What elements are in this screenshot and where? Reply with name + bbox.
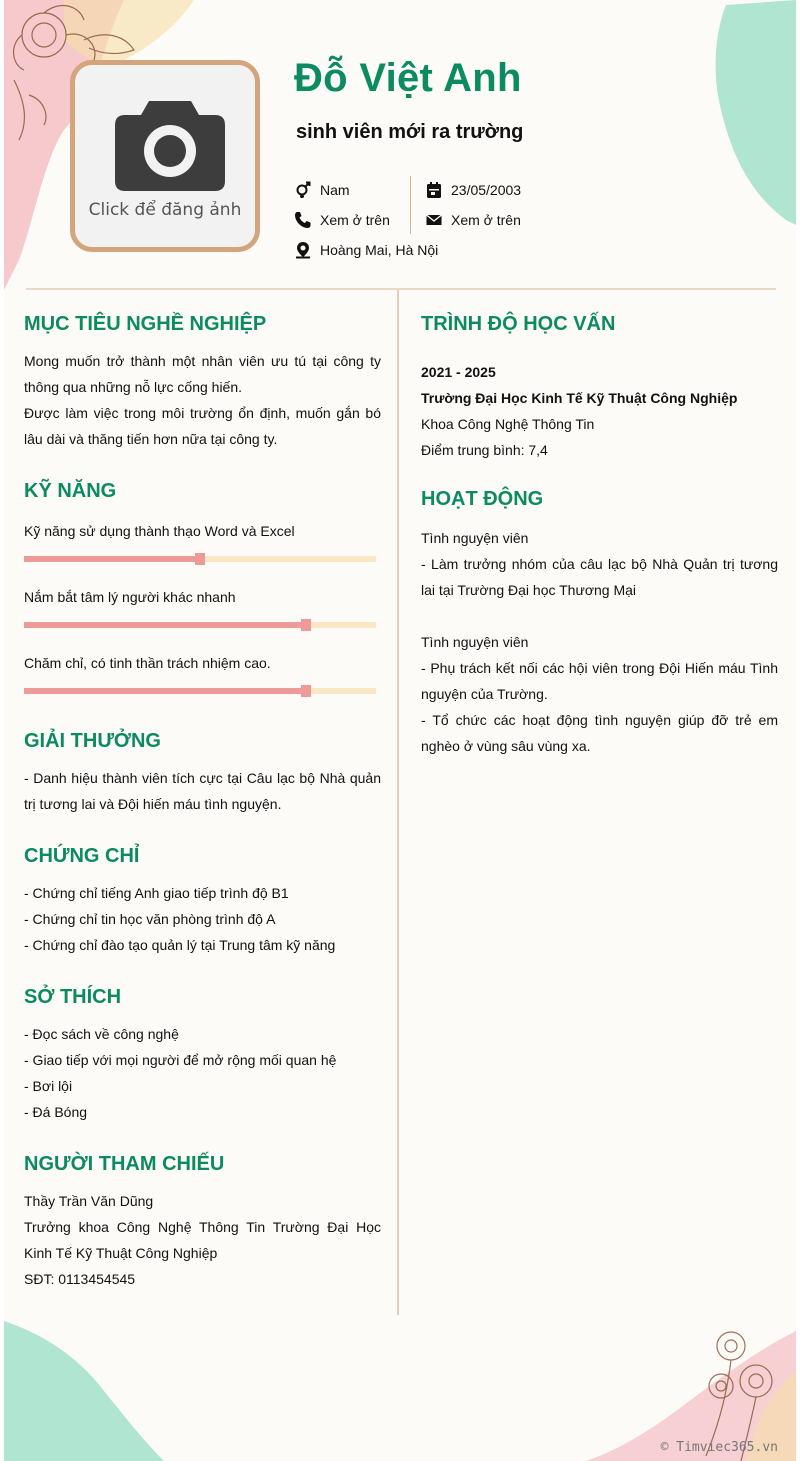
phone-info — [294, 210, 390, 230]
address-value: Hoàng Mai, Hà Nội — [320, 242, 439, 258]
skill-bar — [24, 622, 376, 628]
candidate-name: Đỗ Việt Anh — [294, 56, 522, 100]
address-info — [294, 240, 438, 260]
reference-phone: SĐT: 0113454545 — [24, 1271, 136, 1287]
activity-block — [421, 629, 778, 759]
camera-icon — [113, 93, 227, 193]
skills-title: KỸ NĂNG — [24, 480, 117, 502]
certificate-item: - Chứng chỉ tiếng Anh giao tiếp trình độ B1 — [24, 885, 289, 901]
activity-line: - Phụ trách kết nối các hội viên trong Đội Hiến máu Tình nguyện của Trường. — [421, 660, 778, 702]
activity-line: - Làm trưởng nhóm của câu lạc bộ Nhà Quản trị tương lai tại Trường Đại học Thương Mại — [421, 556, 778, 598]
skill-bar — [24, 556, 376, 562]
gender-icon — [294, 181, 312, 199]
activity-block — [421, 525, 778, 603]
watercolor-bottom-right — [556, 1311, 796, 1461]
birthday-value: 23/05/2003 — [451, 182, 522, 198]
education-faculty: Khoa Công Nghệ Thông Tin — [421, 416, 595, 432]
hobbies-list — [24, 1021, 381, 1125]
activity-line: - Tổ chức các hoạt động tình nguyện giúp đỡ trẻ em nghèo ở vùng sâu vùng xa. — [421, 712, 778, 754]
references-title: NGƯỜI THAM CHIẾU — [24, 1153, 225, 1175]
candidate-role: sinh viên mới ra trường — [296, 121, 524, 143]
education-period: 2021 - 2025 — [421, 364, 496, 380]
certificates-list — [24, 880, 381, 958]
reference-name: Thầy Trần Văn Dũng — [24, 1193, 154, 1209]
references-text — [24, 1188, 381, 1292]
activities-title: HOẠT ĐỘNG — [421, 488, 544, 510]
email-info — [425, 210, 521, 230]
certificate-item: - Chứng chỉ tin học văn phòng trình độ A — [24, 911, 276, 927]
awards-text — [24, 765, 381, 817]
phone-value: Xem ở trên — [320, 212, 390, 228]
skill-label: Kỹ năng sử dụng thành thạo Word và Excel — [24, 523, 295, 539]
location-icon — [294, 241, 312, 259]
hobbies-title: SỞ THÍCH — [24, 986, 122, 1008]
hobby-item: - Đá Bóng — [24, 1104, 88, 1120]
email-value: Xem ở trên — [451, 212, 521, 228]
reference-position: Trưởng khoa Công Nghệ Thông Tin Trường Đại Học Kinh Tế Kỹ Thuật Công Nghiệp — [24, 1219, 381, 1261]
cv-page — [4, 0, 796, 1461]
skill-label: Nắm bắt tâm lý người khác nhanh — [24, 589, 236, 605]
hobby-item: - Giao tiếp với mọi người để mở rộng mối quan hệ — [24, 1052, 337, 1068]
certificates-title: CHỨNG CHỈ — [24, 845, 140, 867]
education-gpa: Điểm trung bình: 7,4 — [421, 442, 548, 458]
photo-caption: Click để đăng ảnh — [88, 200, 242, 220]
hobby-item: - Bơi lội — [24, 1078, 73, 1094]
mail-icon — [425, 211, 443, 229]
gender-value: Nam — [320, 182, 350, 198]
watercolor-bottom-left — [4, 1311, 184, 1461]
skill-label: Chăm chỉ, có tinh thần trách nhiệm cao. — [24, 655, 271, 671]
activity-role: Tình nguyện viên — [421, 634, 529, 650]
header-divider — [26, 288, 776, 290]
skill-bar — [24, 688, 376, 694]
info-divider — [410, 176, 411, 234]
avatar-upload[interactable] — [70, 60, 260, 252]
awards-title: GIẢI THƯỞNG — [24, 730, 161, 752]
objective-line: Được làm việc trong môi trường ổn định, muốn gắn bó lâu dài và thăng tiến hơn nữa tại công ty. — [24, 405, 381, 447]
certificate-item: - Chứng chỉ đào tạo quản lý tại Trung tâm kỹ năng — [24, 937, 336, 953]
gender-info — [294, 180, 350, 200]
column-divider — [397, 290, 399, 1315]
education-title: TRÌNH ĐỘ HỌC VẤN — [421, 313, 616, 335]
phone-icon — [294, 211, 312, 229]
watermark: © Timviec365.vn — [660, 1440, 778, 1455]
objective-title: MỤC TIÊU NGHỀ NGHIỆP — [24, 313, 267, 335]
activity-role: Tình nguyện viên — [421, 530, 529, 546]
objective-line: Mong muốn trở thành một nhân viên ưu tú tại công ty thông qua những nỗ lực cống hiến. — [24, 353, 381, 395]
watercolor-top-right — [706, 0, 796, 230]
award-line: - Danh hiệu thành viên tích cực tại Câu lạc bộ Nhà quản trị tương lai và Đội hiến máu tình nguyện. — [24, 770, 381, 812]
objective-text — [24, 348, 381, 452]
calendar-icon — [425, 181, 443, 199]
education-school: Trường Đại Học Kinh Tế Kỹ Thuật Công Nghiệp — [421, 390, 738, 406]
education-text — [421, 359, 778, 463]
birthday-info — [425, 180, 521, 200]
hobby-item: - Đọc sách về công nghệ — [24, 1026, 179, 1042]
